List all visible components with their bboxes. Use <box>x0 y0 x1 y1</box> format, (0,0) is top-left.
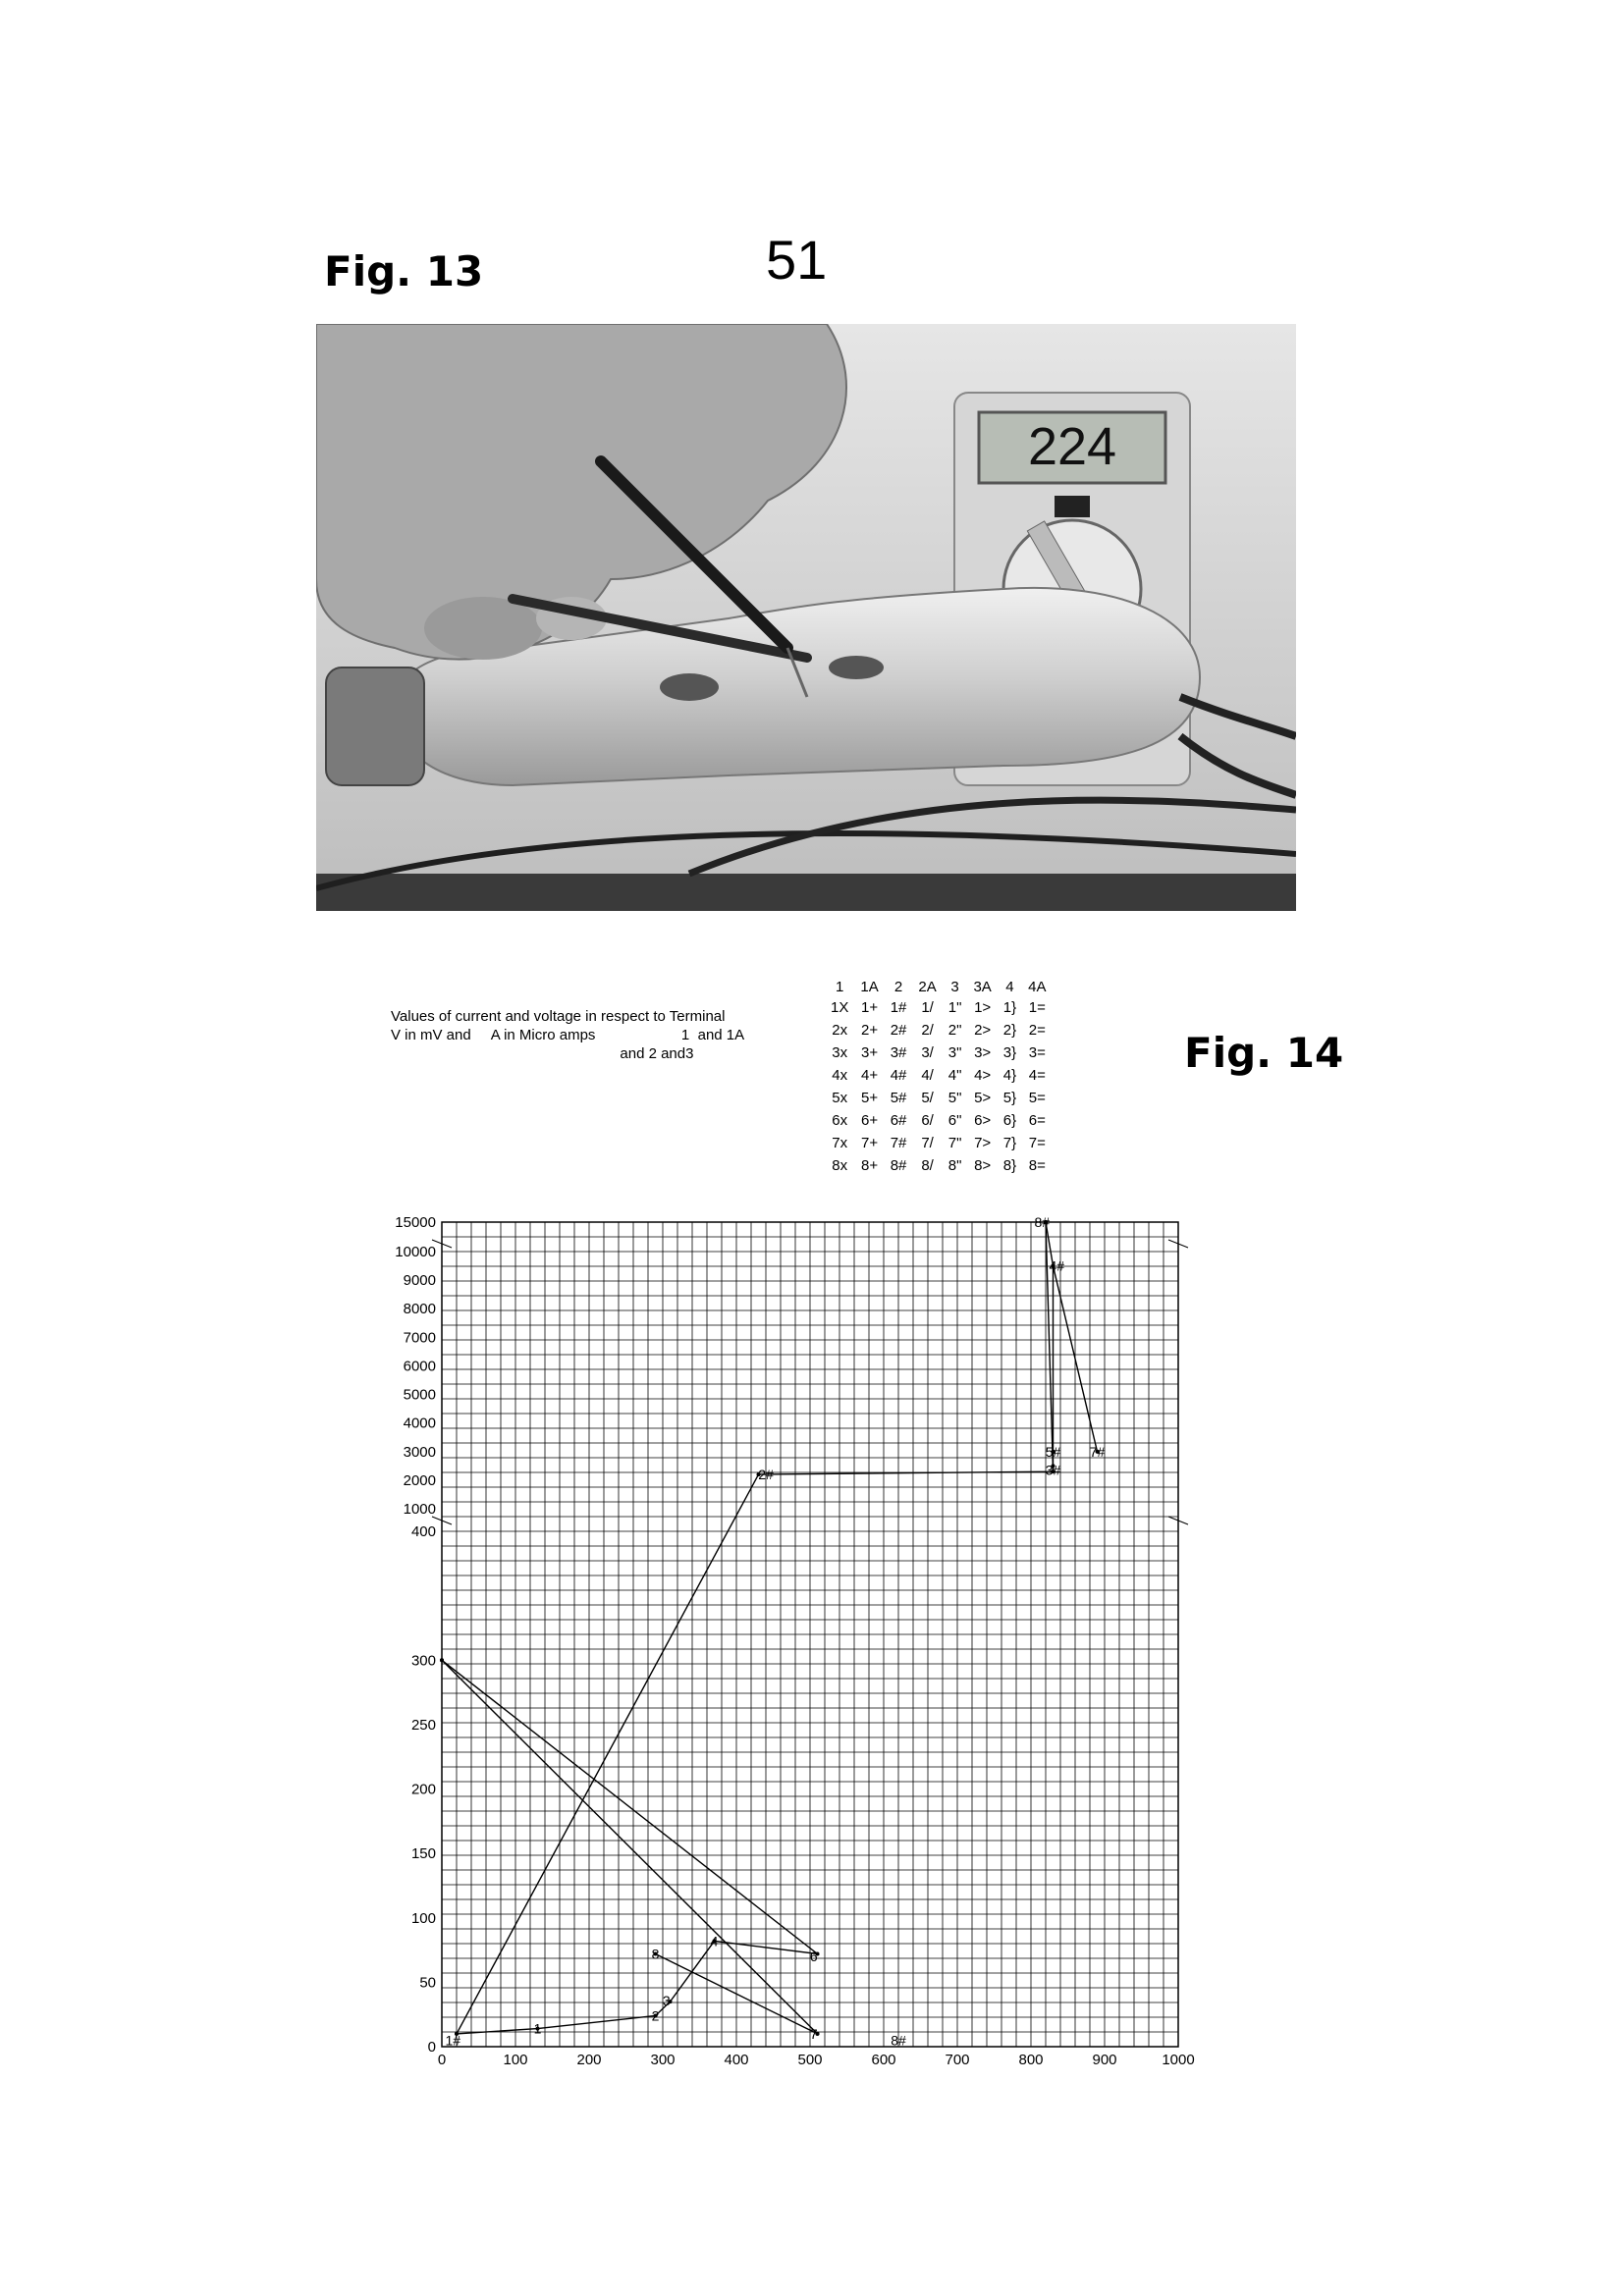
point-label: 8# <box>891 2032 906 2049</box>
point-label: 1# <box>445 2032 461 2049</box>
y-tick-label: 400 <box>410 1523 436 1540</box>
legend-cell: 1/ <box>921 999 934 1016</box>
point-label: 3 <box>662 1992 671 2008</box>
y-tick-label: 0 <box>427 2039 436 2056</box>
legend-cell: 2" <box>947 1022 962 1039</box>
legend-cell: 2+ <box>860 1022 879 1039</box>
legend-cell: 7= <box>1028 1135 1046 1151</box>
legend-cell: 8> <box>974 1157 992 1174</box>
legend-row <box>825 1087 1053 1109</box>
legend-header: 4A <box>1028 979 1047 995</box>
x-tick-label: 100 <box>503 2052 528 2066</box>
legend-cell: 6# <box>890 1112 907 1129</box>
fig13-photo <box>316 324 1296 911</box>
legend-cell: 4# <box>890 1067 907 1084</box>
legend-cell: 2= <box>1028 1022 1046 1039</box>
legend-cell: 8# <box>890 1157 907 1174</box>
legend-cell: 8+ <box>860 1157 879 1174</box>
x-tick-label: 800 <box>1018 2052 1044 2066</box>
legend-row <box>825 1019 1053 1041</box>
point-label: 2 <box>651 2007 660 2024</box>
legend-cell: 1> <box>974 999 992 1016</box>
legend-cell: 5/ <box>921 1090 934 1106</box>
x-tick-label: 0 <box>437 2052 447 2066</box>
legend-cell: 8x <box>832 1157 848 1174</box>
legend-cell: 2x <box>832 1022 848 1039</box>
legend-cell: 7x <box>832 1135 848 1151</box>
legend-cell: 3= <box>1028 1044 1046 1061</box>
legend-cell: 1+ <box>860 999 879 1016</box>
legend-cell: 4x <box>832 1067 848 1084</box>
legend-header: 3A <box>973 979 992 995</box>
legend-cell: 6} <box>1002 1112 1017 1129</box>
legend-cell: 5} <box>1002 1090 1017 1106</box>
legend-cell: 7+ <box>860 1135 879 1151</box>
legend-header: 1 <box>836 979 844 995</box>
y-tick-label: 1000 <box>403 1501 436 1518</box>
legend-cell: 3+ <box>860 1044 879 1061</box>
point-label: 1 <box>533 2020 542 2037</box>
point-label: 6 <box>809 1949 818 1965</box>
legend-cell: 3# <box>890 1044 907 1061</box>
fig14-caption <box>391 1007 813 1063</box>
legend-cell: 5x <box>832 1090 848 1106</box>
legend-cell: 5# <box>890 1090 907 1106</box>
point-label: 8 <box>651 1946 660 1962</box>
x-tick-label: 1000 <box>1162 2052 1195 2066</box>
legend-cell: 4> <box>974 1067 992 1084</box>
caption-line: and 2 and3 <box>391 1045 694 1062</box>
x-tick-label: 400 <box>724 2052 749 2066</box>
x-tick-label: 600 <box>871 2052 896 2066</box>
legend-cell: 8/ <box>921 1157 934 1174</box>
x-tick-label: 700 <box>945 2052 970 2066</box>
legend-cell: 1} <box>1002 999 1017 1016</box>
point-label: 2# <box>758 1467 774 1483</box>
y-tick-label: 3000 <box>403 1443 436 1461</box>
legend-header: 3 <box>950 979 959 995</box>
point-label: 5# <box>1045 1443 1061 1460</box>
legend-row <box>825 1154 1053 1177</box>
legend-cell: 3} <box>1002 1044 1017 1061</box>
data-point <box>440 1658 444 1662</box>
legend-cell: 4+ <box>860 1067 879 1084</box>
legend-cell: 4" <box>947 1067 962 1084</box>
y-tick-label: 2000 <box>403 1471 436 1489</box>
x-tick-label: 900 <box>1092 2052 1117 2066</box>
fig14-label: Fig. 14 <box>1184 1029 1344 1077</box>
legend-cell: 2> <box>974 1022 992 1039</box>
legend-cell: 6= <box>1028 1112 1046 1129</box>
legend-cell: 7" <box>947 1135 962 1151</box>
legend-header: 4 <box>1005 979 1014 995</box>
page-number: 51 <box>766 229 828 291</box>
legend-cell: 5" <box>947 1090 962 1106</box>
y-tick-label: 9000 <box>403 1272 436 1290</box>
fig14-chart <box>363 1183 1208 2070</box>
point-label: 7 <box>809 2025 818 2042</box>
caption-line: V in mV and A in Micro amps 1 and 1A <box>391 1027 745 1043</box>
meter-reading: 224 <box>1027 417 1117 476</box>
legend-header: 1A <box>860 979 879 995</box>
legend-cell: 6" <box>947 1112 962 1129</box>
legend-cell: 2/ <box>921 1022 934 1039</box>
legend-header: 2 <box>893 979 903 995</box>
y-tick-label: 10000 <box>395 1244 436 1260</box>
point-label: 4# <box>1049 1257 1065 1274</box>
y-tick-label: 15000 <box>395 1214 436 1231</box>
legend-cell: 1# <box>890 999 907 1016</box>
legend-row <box>825 996 1053 1019</box>
legend-cell: 8" <box>947 1157 962 1174</box>
legend-cell: 3> <box>974 1044 992 1061</box>
legend-cell: 7> <box>974 1135 992 1151</box>
legend-cell: 6/ <box>921 1112 934 1129</box>
point-label: 8# <box>1034 1214 1051 1230</box>
point-label: 7# <box>1089 1443 1106 1460</box>
legend-cell: 4/ <box>921 1067 934 1084</box>
legend-row <box>825 1109 1053 1132</box>
legend-header: 2A <box>918 979 937 995</box>
legend-cell: 6> <box>974 1112 992 1129</box>
legend-cell: 4= <box>1028 1067 1046 1084</box>
x-tick-label: 300 <box>650 2052 676 2066</box>
legend-cell: 3" <box>947 1044 962 1061</box>
legend-cell: 5= <box>1028 1090 1046 1106</box>
legend-row <box>825 1132 1053 1154</box>
legend-cell: 4} <box>1002 1067 1017 1084</box>
y-tick-label: 200 <box>410 1781 436 1798</box>
legend-row <box>825 1064 1053 1087</box>
point-label: 4 <box>710 1933 719 1949</box>
legend-cell: 2# <box>890 1022 907 1039</box>
legend-cell: 6+ <box>860 1112 879 1129</box>
legend-cell: 7} <box>1002 1135 1017 1151</box>
legend-cell: 1= <box>1028 999 1046 1016</box>
y-tick-label: 50 <box>419 1974 436 1992</box>
legend-cell: 6x <box>832 1112 848 1129</box>
y-tick-label: 7000 <box>403 1329 436 1347</box>
fig13-label: Fig. 13 <box>324 247 484 295</box>
symbol-legend <box>825 978 1053 1177</box>
caption-line: Values of current and voltage in respect to Terminal <box>391 1008 726 1025</box>
legend-cell: 2} <box>1002 1022 1017 1039</box>
legend-cell: 1" <box>947 999 962 1016</box>
point-label: 3# <box>1045 1462 1061 1478</box>
y-tick-label: 8000 <box>403 1301 436 1318</box>
legend-cell: 1X <box>831 999 849 1016</box>
legend-body <box>825 996 1053 1177</box>
y-tick-label: 250 <box>410 1716 436 1734</box>
legend-cell: 7# <box>890 1135 907 1151</box>
y-tick-label: 5000 <box>403 1386 436 1404</box>
x-tick-label: 200 <box>576 2052 602 2066</box>
legend-cell: 8= <box>1028 1157 1046 1174</box>
legend-cell: 5> <box>974 1090 992 1106</box>
y-tick-label: 4000 <box>403 1415 436 1432</box>
y-tick-label: 100 <box>410 1909 436 1927</box>
x-tick-label: 500 <box>797 2052 823 2066</box>
chart-svg <box>363 1183 1208 2066</box>
legend-cell: 8} <box>1002 1157 1017 1174</box>
fig13-photo-drawing <box>316 324 1296 911</box>
symbol-legend-table <box>825 978 1053 1177</box>
y-tick-label: 300 <box>410 1652 436 1670</box>
y-tick-label: 150 <box>410 1845 436 1863</box>
legend-cell: 7/ <box>921 1135 934 1151</box>
legend-row <box>825 1041 1053 1064</box>
legend-cell: 5+ <box>860 1090 879 1106</box>
y-tick-label: 6000 <box>403 1358 436 1375</box>
legend-cell: 3x <box>832 1044 848 1061</box>
legend-cell: 3/ <box>921 1044 934 1061</box>
